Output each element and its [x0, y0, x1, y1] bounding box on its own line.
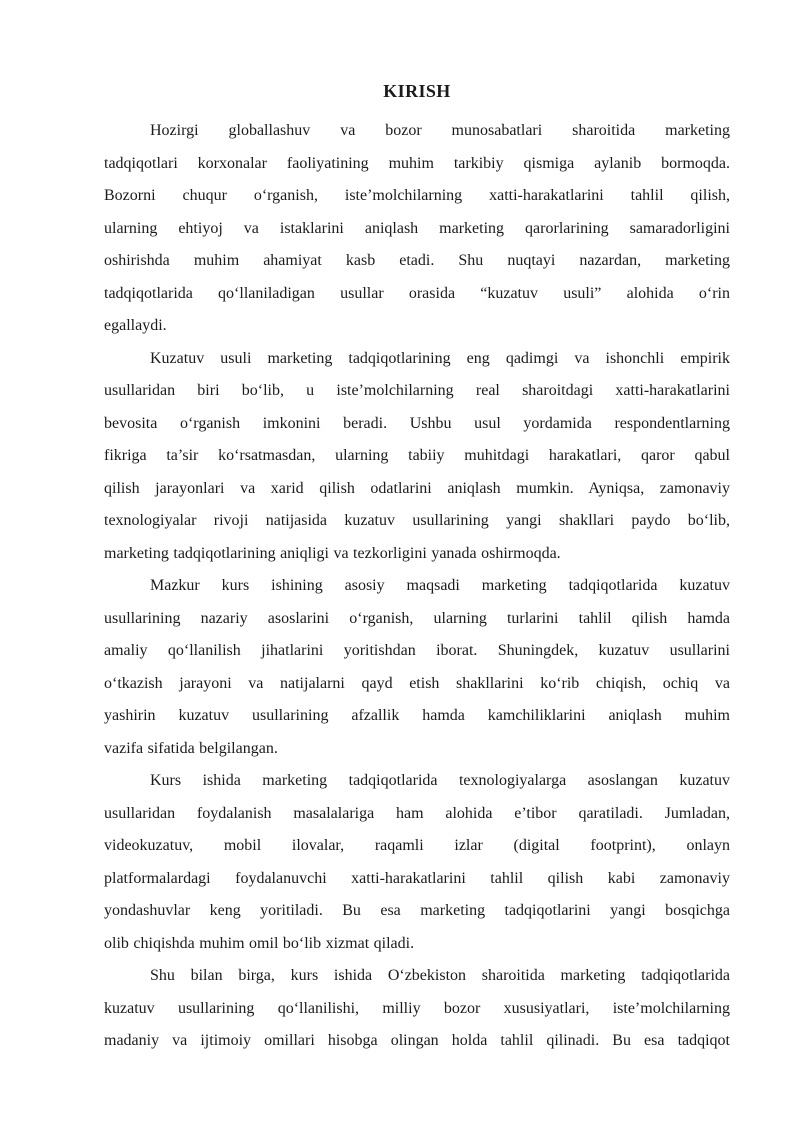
text-line: fikriga ta’sir ko‘rsatmasdan, ularning tabiiy muhitdagi harakatlari, qaror qabul — [104, 447, 730, 464]
text-line: yondashuvlar keng yoritiladi. Bu esa marketing tadqiqotlarini yangi bosqichga — [104, 902, 730, 919]
paragraph — [104, 343, 730, 571]
text-line: vazifa sifatida belgilangan. — [104, 739, 278, 757]
page-title: KIRISH — [383, 81, 451, 101]
text-line: olib chiqishda muhim omil bo‘lib xizmat qiladi. — [104, 934, 415, 952]
paragraph — [104, 115, 730, 343]
text-line: Shu bilan birga, kurs ishida O‘zbekiston sharoitida marketing tadqiqotlarida — [150, 967, 730, 984]
text-line: Mazkur kurs ishining asosiy maqsadi marketing tadqiqotlarida kuzatuv — [150, 577, 730, 594]
text-line: amaliy qo‘llanilish jihatlarini yoritishdan iborat. Shuningdek, kuzatuv usullarini — [104, 642, 730, 659]
text-line: madaniy va ijtimoiy omillari hisobga olingan holda tahlil qilinadi. Bu esa tadqiqot — [104, 1032, 730, 1049]
text-line: marketing tadqiqotlarining aniqligi va tezkorligini yanada oshirmoqda. — [104, 544, 561, 562]
text-line: usullarining nazariy asoslarini o‘rganish, ularning turlarini tahlil qilish hamda — [104, 609, 730, 627]
text-line: Bozorni chuqur o‘rganish, iste’molchilarning xatti-harakatlarini tahlil qilish, — [104, 187, 730, 204]
document-body — [104, 115, 730, 1058]
text-line: tadqiqotlarida qo‘llaniladigan usullar orasida “kuzatuv usuli” alohida o‘rin — [104, 284, 730, 302]
text-line: platformalardagi foydalanuvchi xatti-harakatlarini tahlil qilish kabi zamonaviy — [104, 869, 730, 887]
text-line: videokuzatuv, mobil ilovalar, raqamli izlar (digital footprint), onlayn — [104, 837, 730, 854]
text-line: yashirin kuzatuv usullarining afzallik hamda kamchiliklarini aniqlash muhim — [104, 707, 730, 724]
text-line: texnologiyalar rivoji natijasida kuzatuv usullarining yangi shakllari paydo bo‘lib, — [104, 512, 730, 529]
paragraph — [104, 960, 730, 1058]
text-line: qilish jarayonlari va xarid qilish odatlarini aniqlash mumkin. Ayniqsa, zamonaviy — [104, 479, 730, 497]
text-line: bevosita o‘rganish imkonini beradi. Ushbu usul yordamida respondentlarning — [104, 414, 730, 432]
text-line: usullaridan biri bo‘lib, u iste’molchilarning real sharoitdagi xatti-harakatlarini — [104, 382, 730, 399]
text-line: Hozirgi globallashuv va bozor munosabatlari sharoitida marketing — [150, 122, 730, 139]
paragraph — [104, 765, 730, 960]
text-line: Kuzatuv usuli marketing tadqiqotlarining eng qadimgi va ishonchli empirik — [150, 349, 730, 367]
text-line: Kurs ishida marketing tadqiqotlarida texnologiyalarga asoslangan kuzatuv — [150, 772, 730, 789]
text-line: egallaydi. — [104, 317, 167, 334]
text-line: kuzatuv usullarining qo‘llanilishi, milliy bozor xususiyatlari, iste’molchilarning — [104, 999, 730, 1017]
text-line: o‘tkazish jarayoni va natijalarni qayd etish shakllarini ko‘rib chiqish, ochiq va — [104, 674, 730, 692]
text-line: usullaridan foydalanish masalalariga ham alohida e’tibor qaratiladi. Jumladan, — [104, 804, 730, 822]
text-line: ularning ehtiyoj va istaklarini aniqlash marketing qarorlarining samaradorligini — [104, 219, 730, 237]
paragraph — [104, 570, 730, 765]
text-line: oshirishda muhim ahamiyat kasb etadi. Shu nuqtayi nazardan, marketing — [104, 252, 730, 269]
text-line: tadqiqotlari korxonalar faoliyatining muhim tarkibiy qismiga aylanib bormoqda. — [104, 154, 730, 172]
